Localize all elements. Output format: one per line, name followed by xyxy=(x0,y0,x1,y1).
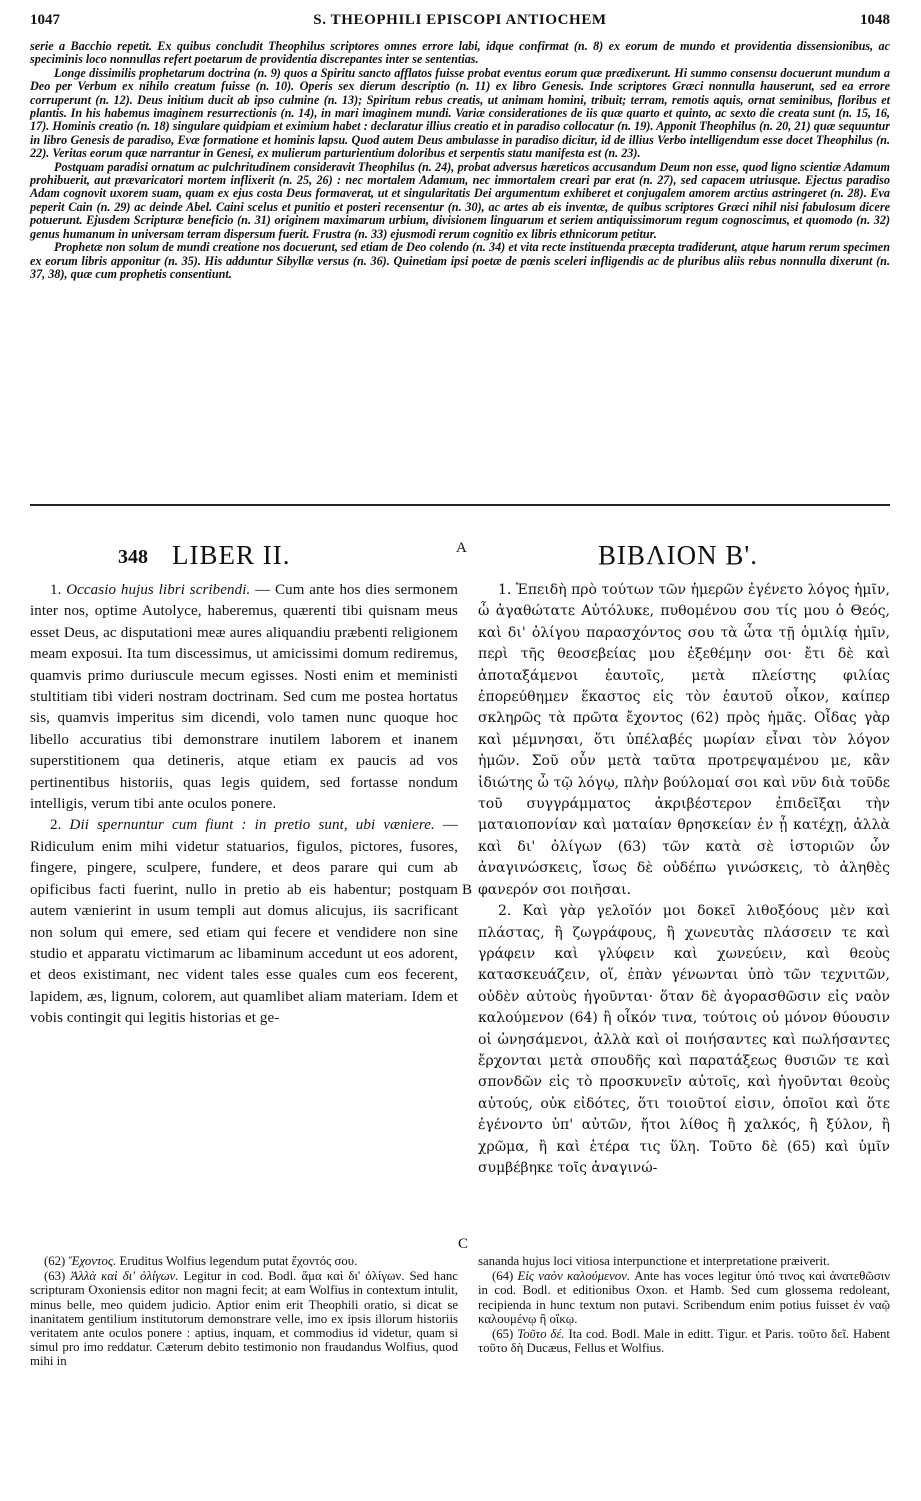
latin-paragraph: 2. Dii spernuntur cum fiunt : in pretio sunt, ubi væniere. — Ridiculum enim mihi videtur statuarios, figulos, pictores, fusores, fingere, pingere, sculpere, fundere, et deos parare qui cum ab opificibus facti fuerint, nullo in pretio ab eis habentur; postquam autem vænierint in usum templi aut domus alicujus, iis sacrificant non solum qui emere, sed etiam qui fecere et vendidere non sine studio et apparatu victimarum ac libaminum accedunt ut eos adorent, et deos existimant, nec vident tales esse quales cum eos fecerent, lapidem, æs, lignum, colorem, aut quamlibet aliam materiam. Idem et vobis contingit qui legitis historias et ge- xyxy=(30,817,458,1027)
footnote: (65) Τοῦτο δέ. Ita cod. Bodl. Male in editt. Tigur. et Paris. τοῦτο δεῖ. Habent τοῦτο δὴ Ducæus, Fellus et Wolfius. xyxy=(478,1327,890,1356)
footnote-continuation: sananda hujus loci vitiosa interpunctione et interpretatione præiverit. xyxy=(478,1254,830,1268)
footnotes-left xyxy=(30,1254,458,1370)
summary-paragraph: serie a Bacchio repetit. Ex quibus concludit Theophilus scriptores omnes errore labi, idque confirmat (n. 8) ex eorum de mundo et providentia dissensionibus, ac speciminis loco nonnullas refert poetarum de providentia discrepantes inter se sententias. xyxy=(30,39,890,67)
section-divider xyxy=(30,504,890,506)
margin-marker-c: C xyxy=(458,1236,469,1252)
chapter-summary xyxy=(30,40,890,281)
footnote: (62) Ἔχοντος. Eruditus Wolfius legendum putat ἔχοντός σου. xyxy=(44,1254,358,1268)
column-number: 348 xyxy=(118,546,148,568)
summary-paragraph: Longe dissimilis prophetarum doctrina (n. 9) quos a Spiritu sancto afflatos fuisse probat eventus eorum quæ prædixerunt. Hi summo consensu docuerunt mundum a Deo per Verbum ex nihilo creatum fuisse (n. 10). Operis sex dierum descriptio (n. 11) ex libro Genesis. Inde scriptores Græci nonnulla hauserunt, sed ea errore corruperunt (n. 12). Deus initium ducit ab ipso culmine (n. 13); Spiritum rebus creatis, ut animam homini, tribuit; terram, remotis aquis, ornat seminibus, floribus et plantis. In his habemus imaginem resurrectionis (n. 14), in mari imaginem mundi. Variæ considerationes de iis quæ quarto et quinto, ac sexto die creata sunt (n. 15, 16, 17). Hominis creatio (n. 18) singulare quidpiam et eximium habet : declaratur illius creatio et in paradiso collocatur (n. 19). Apponit Theophilus (n. 20, 21) quæ sequuntur in libro Genesis de paradiso, Evæ formatione et hominis lapsu. Quod autem Deus ambulasse in paradiso dicitur, id de illius Verbo intelligendum esse docet Theophilus (n. 22). Veritas eorum quæ narrantur in Genesi, ex mulierum parturientium doloribus et serpentis statu manifesta est (n. 23). xyxy=(30,65,890,161)
footnotes-right xyxy=(478,1254,890,1356)
page-header xyxy=(30,12,890,36)
footnote: (64) Εἰς ναὸν καλούμενον. Ante has voces legitur ὑπό τινος καὶ ἀνατεθῶσιν in cod. Bodl. et editionibus Oxon. et Hamb. Sed cum glossema redoleant, recipienda in hunc textum non putavi. Scribendum enim potius fuisset ἐν ναῷ καλουμένῳ ἢ οἴκῳ. xyxy=(478,1269,890,1326)
greek-heading: ΒΙΒΛΙΟΝ Β'. xyxy=(598,540,758,570)
running-title: S. THEOPHILI EPISCOPI ANTIOCHEM xyxy=(313,12,607,28)
footnote: (63) Ἀλλὰ καὶ δι' ὀλίγων. Legitur in cod. Bodl. ἅμα καὶ δι' ὀλίγων. Sed hanc scripturam Oxoniensis editor non magni fecit; at eam Wolfius in contextum intulit, minus belle, meo quidem judicio. Aptior enim erit Theophili oratio, si dicat se inanitatem gentilium institutorum demonstrare velle, imo ex ipsis illorum historiis veritatem ante oculos ponere : aptius, inquam, et commodius id videtur, quam si simul pro imo reddatur. Cæterum debito testimonio non fraudandus Wolfius, quod mihi in xyxy=(30,1269,458,1369)
greek-paragraph: 1. Ἐπειδὴ πρὸ τούτων τῶν ἡμερῶν ἐγένετο λόγος ἡμῖν, ὦ ἀγαθώτατε Αὐτόλυκε, πυθομένου σου τίς μου ὁ Θεός, καὶ δι' ὀλίγου παρασχόντος σου τὰ ὦτα τῇ ὁμιλίᾳ ἡμῖν, περὶ τῆς θεοσεβείας μου ἐξεθέμην σοι· ἔτι δὲ καὶ ἀποταξάμενοι ἑαυτοῖς, μετὰ πλείστης φιλίας ἐπορεύθημεν ἕκαστος εἰς τὸν ἑαυτοῦ οἶκον, καίπερ σκληρῶς τὰ πρῶτα ἔχοντος (62) πρὸς ἡμᾶς. Οἶδας γὰρ καὶ μέμνησαι, ὅτι ὑπέλαβές μωρίαν εἶναι τὸν λόγον ἡμῶν. Σοῦ οὖν μετὰ ταῦτα προτρεψαμένου με, κἂν ἰδιώτης ὦ τῷ λόγῳ, πλὴν βούλομαί σοι καὶ νῦν διὰ τοῦδε τοῦ συγγράμματος ἀκριβέστερον ἐπιδεῖξαι τὴν ματαιοπονίαν καὶ ματαίαν θρησκείαν ἐν ᾗ κατέχῃ, ἀλλὰ καὶ δι' ὀλίγων (63) τῶν κατὰ σὲ ἱστοριῶν ὧν ἀναγινώσκεις, ἴσως δὲ οὐδέπω γινώσκεις, τὸ ἀληθὲς φανερόν σοι ποιῆσαι. xyxy=(478,582,890,898)
greek-column xyxy=(478,540,890,1179)
summary-paragraph: Prophetæ non solum de mundi creatione nos docuerunt, sed etiam de Deo colendo (n. 34) et vita recte instituenda præcepta tradiderunt, atque harum rerum specimen ex eorum libris apponitur (n. 35). His adduntur Sibyllæ versus (n. 36). Quinetiam ipsi poetæ de pœnis sceleri infligendis ac de pluribus aliis rebus nonnulla dixerunt (n. 37, 38), quæ cum prophetis consentiunt. xyxy=(30,240,890,281)
margin-marker-b: B xyxy=(462,882,473,898)
latin-column xyxy=(30,540,458,1030)
latin-heading: LIBER II. xyxy=(172,540,291,570)
margin-marker-a: A xyxy=(456,540,467,556)
latin-paragraph: 1. Occasio hujus libri scribendi. — Cum ante hos dies sermonem inter nos, optime Autolyce, haberemus, quærenti tibi quisnam meus esset Deus, ac disputationi meæ aures aliquandiu præbenti religionem meam exposui. Ita tum discessimus, ut amicissimi domum rediremus, quamvis primo duriuscule mecum egisses. Nosti enim et meministi stultitiam tibi videri nostram doctrinam. Sed cum me postea hortatus sis, quamvis imperitus sim dicendi, volo tamen nunc quoque hoc libello accuratius tibi demonstrare inutilem laborem et inanem superstitionem qua detineris, atque etiam ex paucis ad vos pertinentibus historiis, quas legis quidem, sed fortasse nondum intelligis, verum tibi ante oculos ponere. xyxy=(30,582,458,813)
greek-paragraph: 2. Καὶ γὰρ γελοῖόν μοι δοκεῖ λιθοξόους μὲν καὶ πλάστας, ἢ ζωγράφους, ἢ χωνευτὰς πλάσσειν τε καὶ γράφειν καὶ γλύφειν καὶ χωνεύειν, καὶ θεοὺς κατασκευάζειν, οἵ, ἐπὰν γένωνται ὑπὸ τῶν τεχνιτῶν, οὐδὲν αὐτοὺς ἡγοῦνται· ὅταν δὲ ἀγορασθῶσιν εἰς ναὸν καλούμενον (64) ἢ οἶκόν τινα, τούτοις οὐ μόνον θύουσιν οἱ ὠνησάμενοι, ἀλλὰ καὶ οἱ ποιήσαντες καὶ πωλήσαντες ἔρχονται μετὰ σπουδῆς καὶ παρατάξεως θυσιῶν τε καὶ σπονδῶν εἰς τὸ προσκυνεῖν αὐτοῖς, καὶ ἡγοῦνται θεοὺς αὐτούς, οὐκ εἰδότες, ὅτι τοιοῦτοί εἰσιν, ὁποῖοι καὶ ὅτε ἐγένοντο ὑπ' αὐτῶν, ἤτοι λίθος ἢ χαλκός, ἢ ξύλον, ἢ χρῶμα, ἢ καὶ ἑτέρα τις ὕλη. Τοῦτο δὲ (65) καὶ ὑμῖν συμβέβηκε τοῖς ἀναγινώ- xyxy=(478,903,890,1176)
page-number-left: 1047 xyxy=(30,12,60,28)
summary-paragraph: Postquam paradisi ornatum ac pulchritudinem consideravit Theophilus (n. 24), probat adversus hæreticos accusandum Deum non esse, quod ligno scientiæ Adamum prohibuerit, aut prævaricatori mortem inflixerit (n. 25, 26) : nec mortalem Adamum, nec immortalem creari par erat (n. 27), sed capacem utriusque. Ejectus paradiso Adam cognovit uxorem suam, quam ex ejus costa Deus formaverat, ut et singularitatis Dei argumentum exhiberet et conjugalem amorem arctius astringeret (n. 28). Eva peperit Cain (n. 29) ac deinde Abel. Caini scelus et punitio et posteri recensentur (n. 30), ac artes ab eis inventæ, de quibus scriptores Græci nihil nisi fabulosum dicere potuerunt. Ejusdem Scripturæ beneficio (n. 31) originem maximarum urbium, divisionem linguarum et seriem antiquissimorum regum cognoscimus, et quomodo (n. 32) genus humanum in universam terram dispersum fuerit. Frustra (n. 33) ejusmodi rerum cognitio ex libris ethnicorum petitur. xyxy=(30,159,890,241)
page-number-right: 1048 xyxy=(860,12,890,28)
